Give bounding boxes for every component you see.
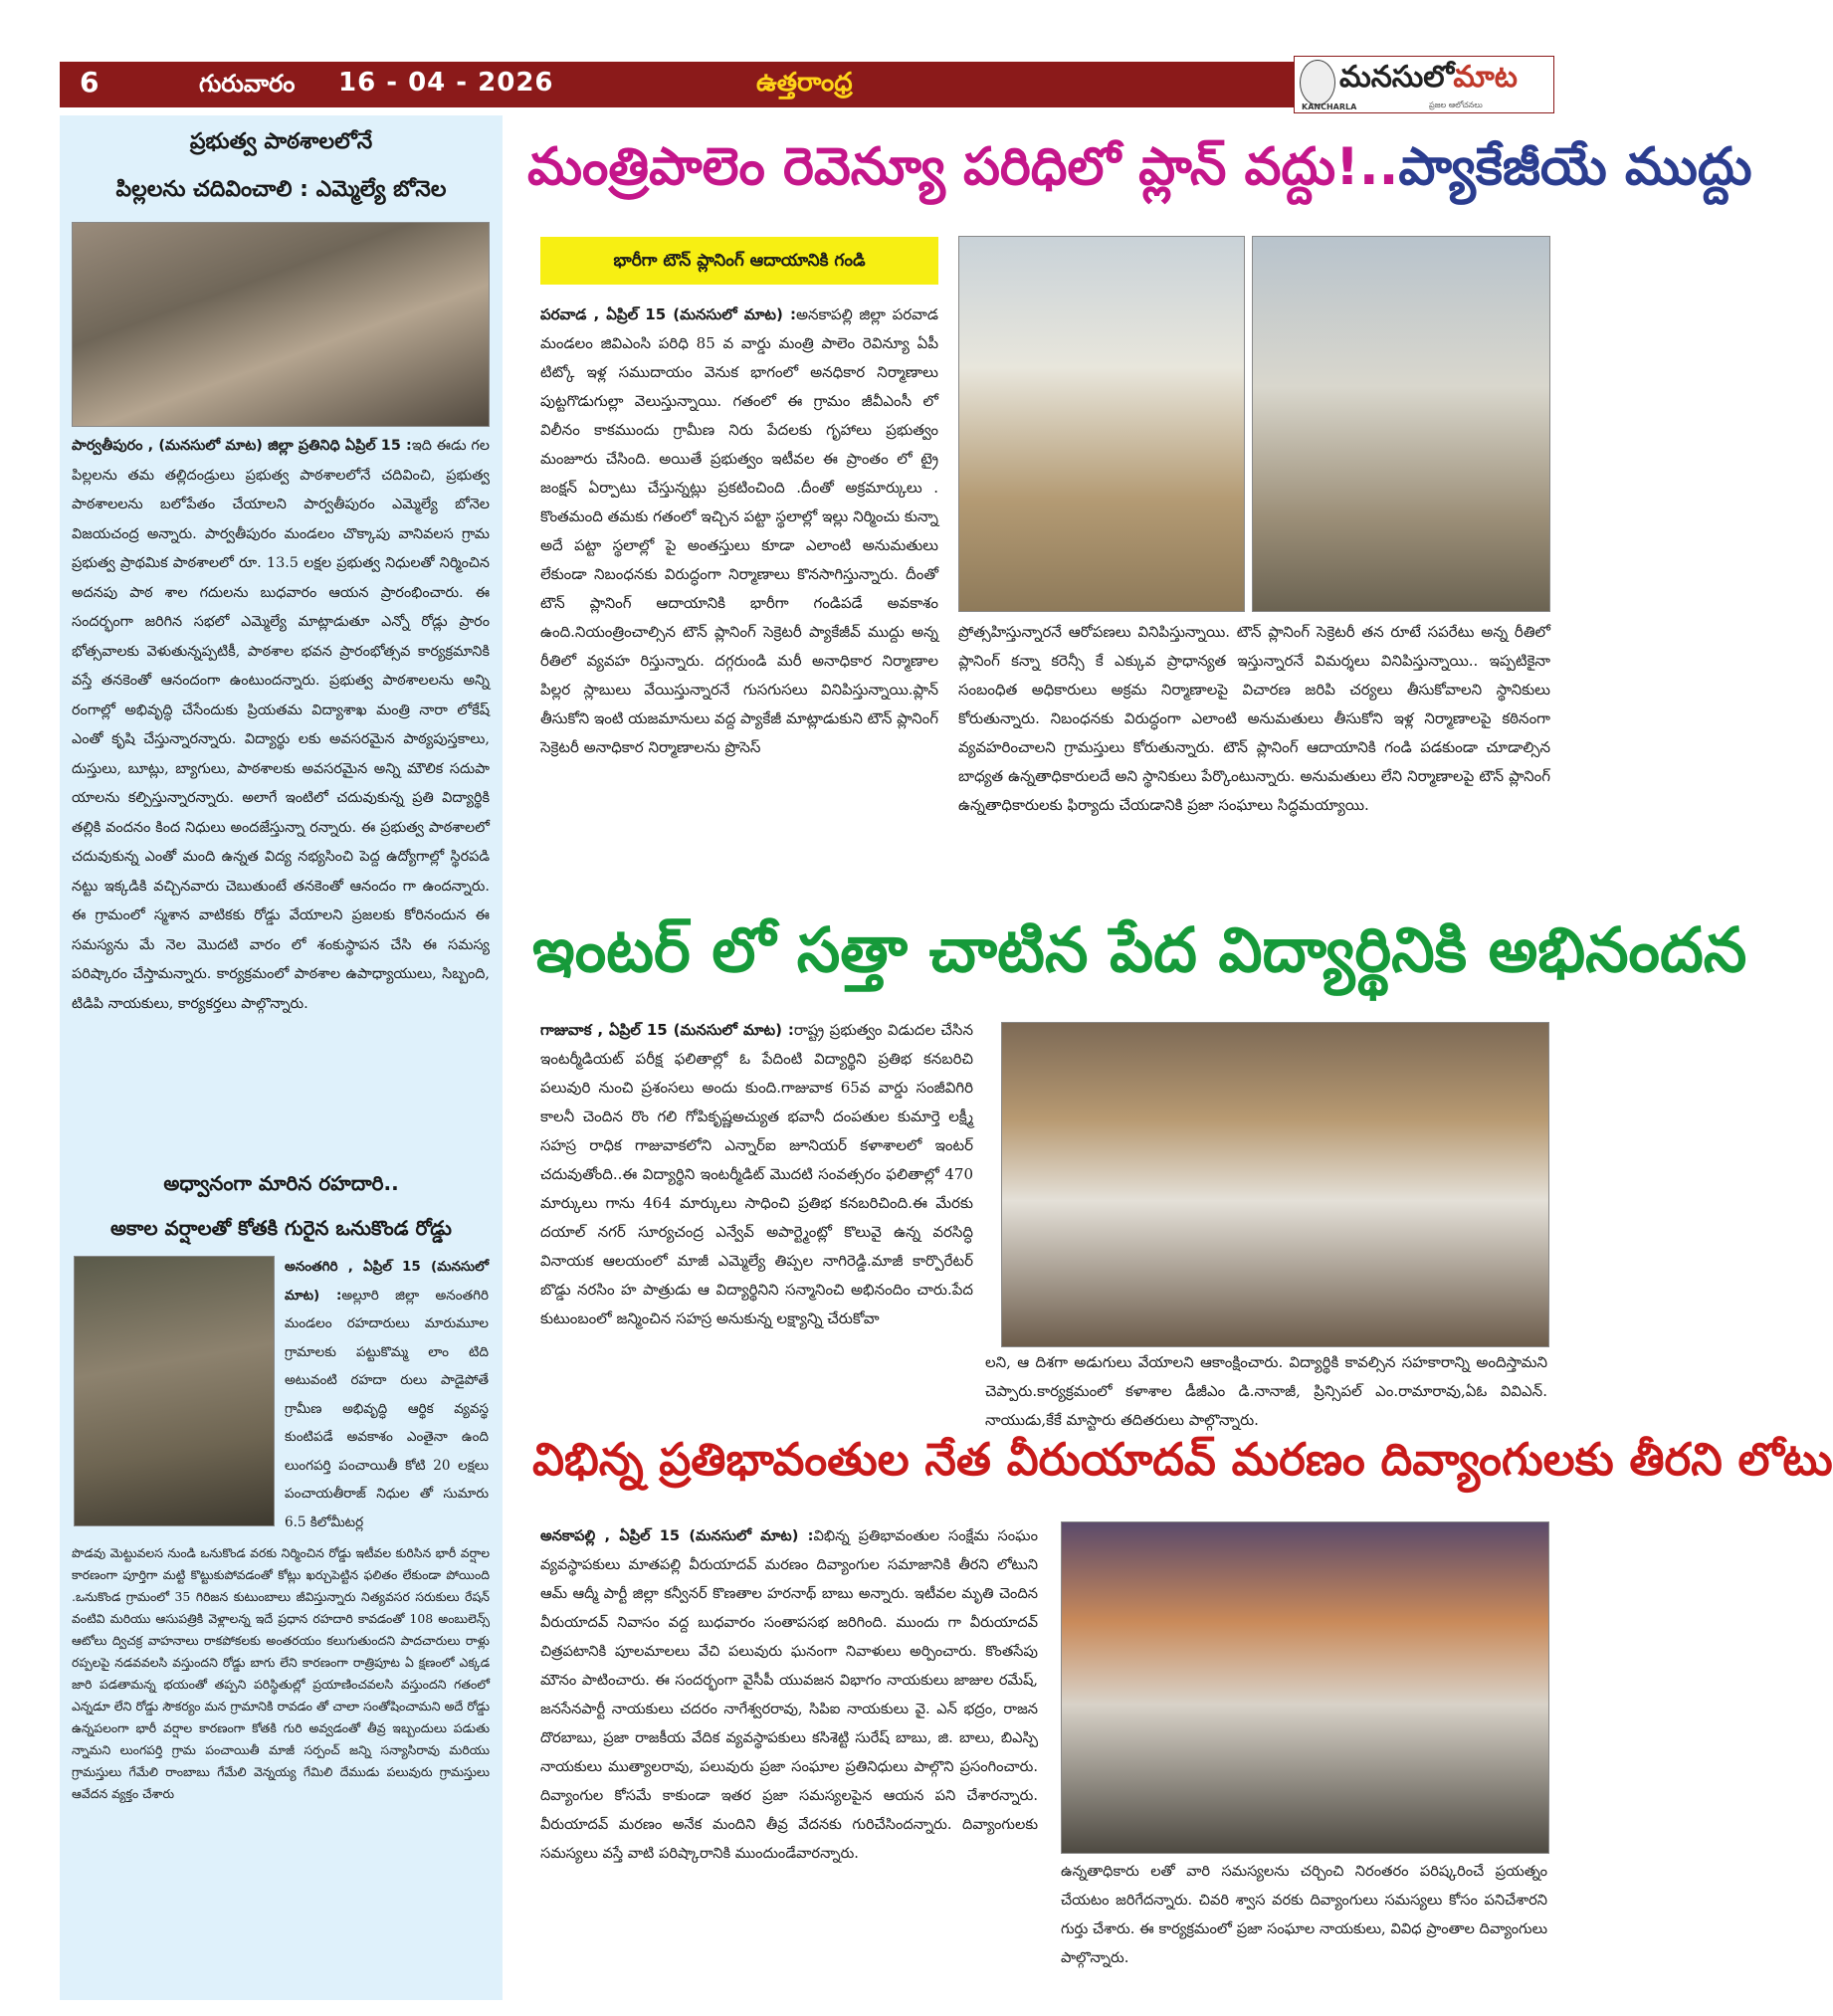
logo-tagline: ప్రజల ఆలోచనలు xyxy=(1429,101,1483,109)
left-story-2-headline-line2: అకాల వర్షాలతో కోతకి గురైన ఒనుకొండ రోడ్డు xyxy=(110,1216,452,1240)
story-1-headline: మంత్రిపాలెం రెవెన్యూ పరిధిలో ప్లాన్ వద్దు!..ప్యాకేజీయే ముద్దు xyxy=(527,137,1752,197)
story-1-body-wide: ప్రోత్సహిస్తున్నారనే ఆరోపణలు వినిపిస్తున్నాయి. టౌన్ ప్లానింగ్ సెక్రెటరీ తన రూటే సపరేటు అన్న రీతిలో ప్లానింగ్ కన్నా కరెన్సీ కే ఎక్కువ ప్రాధాన్యత ఇస్తున్నారనే విమర్శలు వినిపిస్తున్నాయి.. ఇప్పటికైనా సంబంధిత అధికారులు అక్రమ నిర్మాణాలపై విచారణ జరిపి చర్యలు తీసుకోవాలని స్థానికులు కోరుతున్నారు. నిబంధనకు విరుద్ధంగా ఎలాంటి అనుమతులు తీసుకోని ఇళ్ల నిర్మాణాలపై కఠినంగా వ్యవహరించాలని గ్రామస్తులు కోరుతున్నారు. టౌన్ ప్లానింగ్ ఆదాయానికి గండి పడకుండా చూడాల్సిన బాధ్యత ఉన్నతాధికారులదే అని స్థానికులు పేర్కొంటున్నారు. అనుమతులు లేని నిర్మాణాలపై టౌన్ ప్లానింగ్ ఉన్నతాధికారులకు ఫిర్యాదు చేయడానికి ప్రజా సంఘాలు సిద్ధమయ్యాయి. xyxy=(958,623,1550,814)
story-3-body-right: ఉన్నతాధికారు లతో వారి సమస్యలను చర్చించి నిరంతరం పరిష్కరించే ప్రయత్నం చేయటం జరిగేదన్నారు. చివరి శ్వాస వరకు దివ్యాంగులు సమస్యలు కోసం పనిచేశారని గుర్తు చేశారు. ఈ కార్యక్రమంలో ప్రజా సంఘాల నాయకులు, వివిధ ప్రాంతాల దివ్యాంగులు పాల్గొన్నారు. xyxy=(1061,1863,1547,1966)
left-story-1-headline-line2: పిల్లలను చదివించాలి : ఎమ్మెల్యే బోనెల xyxy=(115,177,447,202)
story-3-headline: విభిన్న ప్రతిభావంతుల నేత వీరుయాదవ్ మరణం దివ్యాంగులకు తీరని లోటు xyxy=(532,1433,1833,1486)
left-story-1-headline-line1: ప్రభుత్వ పాఠశాలలోనే xyxy=(189,129,373,154)
damaged-road-photo xyxy=(74,1256,275,1526)
issue-date: 16 - 04 - 2026 xyxy=(338,68,554,98)
left-story-2-headline-line1: అధ్వానంగా మారిన రహదారి.. xyxy=(163,1171,399,1195)
story-2-body-column: గాజువాక , ఏప్రిల్ 15 (మనసులో మాట) :రాష్ట్ర ప్రభుత్వం విడుదల చేసిన ఇంటర్మీడియట్ పరీక్ష ఫలితాల్లో ఓ పేదింటి విద్యార్థిని ప్రతిభ కనబరిచి పలువురి నుంచి ప్రశంసలు అందు కుంది.గాజువాక 65వ వార్డు సంజీవిగిరి కాలనీ చెందిన రొం గలి గోపికృష్ణఅచ్యుత భవానీ దంపతుల కుమార్తె లక్ష్మీ సహస్ర రాధిక గాజువాకలోని ఎన్నార్ఐ జూనియర్ కళాశాలలో ఇంటర్ చదువుతోంది..ఈ విద్యార్థిని ఇంటర్మీడిట్ మొదటి సంవత్సరం ఫలితాల్లో 470 మార్కులు గాను 464 మార్కులు సాధించి ప్రతిభ కనబరిచింది.ఈ మేరకు దయాల్ నగర్ సూర్యచంద్ర ఎన్వేవ్ అపార్ట్మెంట్లో కొలువై ఉన్న వరసిద్ధి వినాయక ఆలయంలో మాజీ ఎమ్మెల్యే తిప్పల నాగిరెడ్డి.మాజీ కార్పొరేటర్ బొడ్డు నరసిం హ పాత్రుడు ఆ విద్యార్థినిని సన్మానించి అభినందిం చారు.పేద కుటుంబంలో జన్మించిన సహస్ర అనుకున్న లక్ష్యాన్ని చేరుకోవా xyxy=(540,1021,973,1327)
left-story-2-body-beside: అనంతగిరి , ఏప్రిల్ 15 (మనసులో మాట) :అల్లూరి జిల్లా అనంతగిరి మండలం రహదారులు మారుమూల గ్రామాలకు పట్టుకొమ్మ లాం టిది అటువంటి రహదా రులు పాడైపోతే గ్రామీణ అభివృద్ధి ఆర్థిక వ్యవస్థ కుంటిపడే అవకాశం ఎంతైనా ఉంది లుంగపర్తి పంచాయితీ కోటి 20 లక్షలు పంచాయతీరాజ్ నిధుల తో సుమారు 6.5 కిలోమీటర్ల xyxy=(285,1259,489,1530)
left-story-2-body-below: పొడవు మెట్టువలస నుండి ఒనుకొండ వరకు నిర్మించిన రోడ్డు ఇటీవల కురిసిన భారీ వర్షాల కారణంగా పూర్తిగా మట్టి కొట్టుకుపోవడంతో కోట్లు ఖర్చుపెట్టిన ఫలితం లేకుండా పోయింది .ఒనుకొండ గ్రామంలో 35 గిరిజన కుటుంబాలు జీవిస్తున్నారు నిత్యవసర సరుకులు రేషన్ వంటివి మరియు ఆసుపత్రికి వెళ్లాలన్న ఇదే ప్రధాన రహదారి కావడంతో 108 అంబులెన్స్ ఆటోలు ద్విచక్ర వాహనాలు రాకపోకలకు అంతరయం కలుగుతుందని పాదచారులు రాళ్లు రప్పలపై నడవవలసి వస్తుందని రోడ్డు బాగు లేని కారణంగా రాత్రిపూట ఏ క్షణంలో ఎక్కడ జారి పడతామన్న భయంతో తప్పని పరిస్థితుల్లో ప్రయాణించవలసి వస్తుందని గతంలో ఎన్నడూ లేని రోడ్డు సౌకర్యం మన గ్రామానికి రావడం తో చాలా సంతోషించామని అదే రోడ్డు ఉన్నపలంగా భారీ వర్షాల కారణంగా కోతకి గురి అవ్వడంతో తీవ్ర ఇబ్బందులు పడుతు న్నామని లుంగపర్తి గ్రామ పంచాయితీ మాజీ సర్పంచ్ జన్ని సన్యాసిరావు మరియు గ్రామస్తులు గేమేలి రాంబాబు గేమేలి వెన్నయ్య గేమిలి దేముడు పలువురు గ్రామస్తులు ఆవేదన వ్యక్తం చేశారు xyxy=(72,1545,490,1801)
logo-portrait-icon xyxy=(1300,60,1335,105)
logo-sub-label: KANCHARLA xyxy=(1302,102,1357,111)
construction-photo-1 xyxy=(958,236,1245,612)
weekday: గురువారం xyxy=(199,70,296,98)
region-label: ఉత్తరాంధ్ర xyxy=(756,68,853,98)
memorial-meeting-photo xyxy=(1061,1521,1549,1854)
story-1-body-column: పరవాడ , ఏప్రిల్ 15 (మనసులో మాట) :అనకాపల్లి జిల్లా పరవాడ మండలం జివిఎంసి పరిధి 85 వ వార్డు మంత్రి పాలెం రెవిన్యూ ఏపీ టిట్కో ఇళ్ల సముదాయం వెనుక భాగంలో అనధికార నిర్మాణాలు పుట్టగొడుగుల్లా వెలుస్తున్నాయి. గతంలో ఈ గ్రామం జీవీఎంసీ లో విలీనం కాకముందు గ్రామీణ నిరు పేదలకు గృహాలు ప్రభుత్వం మంజూరు చేసింది. అయితే ప్రభుత్వం ఇటీవల ఈ ప్రాంతం లో ట్రై జంక్షన్ ఏర్పాటు చేస్తున్నట్లు ప్రకటించింది .దీంతో అక్రమార్కులు . కొంతమంది తమకు గతంలో ఇచ్చిన పట్టా స్థలాల్లో ఇల్లు నిర్మించు కున్నా అదే పట్టా స్థలాల్లో పై అంతస్తులు కూడా ఎలాంటి అనుమతులు లేకుండా నిబంధనకు విరుద్ధంగా నిర్మాణాలు కొనసాగిస్తున్నారు. దీంతో టౌన్ ప్లానింగ్ ఆదాయానికి భారీగా గండిపడే అవకాశం ఉంది.నియంత్రించాల్సిన టౌన్ ప్లానింగ్ సెక్రెటరీ ప్యాకేజీవ్ ముద్దు అన్న రీతిలో వ్యవహ రిస్తున్నారు. దగ్గరుండి మరీ అనాధికార నిర్మాణాల పిల్లర స్లాబులు వేయిస్తున్నారనే గుసగుసలు వినిపిస్తున్నాయి.ప్లాన్ తీసుకోని ఇంటి యజమానులు వద్ద ప్యాకేజీ మాట్లాడుకుని టౌన్ ప్లానింగ్ సెక్రెటరీ అనాధికార నిర్మాణాలను ప్రొసెస్ xyxy=(540,305,938,756)
student-felicitation-photo xyxy=(1001,1022,1549,1347)
construction-photo-2 xyxy=(1252,236,1550,612)
left-story-1-body: పార్వతీపురం , (మనసులో మాట) జిల్లా ప్రతినిధి ఏప్రిల్ 15 :ఇది ఈడు గల పిల్లలను తమ తల్లిదండ్రులు ప్రభుత్వ పాఠశాలలోనే చదివించి, ప్రభుత్వ పాఠశాలలను బలోపేతం చేయాలని పార్వతీపురం ఎమ్మెల్యే బోనెల విజయచంద్ర అన్నారు. పార్వతీపురం మండలం చొక్కాపు వానివలస గ్రామ ప్రభుత్వ ప్రాథమిక పాఠశాలలో రూ. 13.5 లక్షల ప్రభుత్వ నిధులతో నిర్మించిన అదనపు పాఠ శాల గదులను బుధవారం ఆయన ప్రారంభించారు. ఈ సందర్భంగా జరిగిన సభలో ఎమ్మెల్యే మాట్లాడుతూ ఎన్నో రోడ్లు ప్రారం భోత్సవాలకు వెళుతున్నప్పటికీ, పాఠశాల భవన ప్రారంభోత్సవ కార్యక్రమానికి వస్తే తనకెంతో ఆనందంగా ఉంటుందన్నారు. ప్రభుత్వ పాఠశాలలను అన్ని రంగాల్లో అభివృద్ధి చేసేందుకు ప్రియతమ విద్యాశాఖ మంత్రి నారా లోకేష్ ఎంతో కృషి చేస్తున్నారన్నారు. విద్యార్థు లకు అవసరమైన పాఠ్యపుస్తకాలు, దుస్తులు, బూట్లు, బ్యాగులు, పాఠశాలకు అవసరమైన అన్ని మౌలిక సదుపా యాలను కల్పిస్తున్నారన్నారు. అలాగే ఇంటిలో చదువుకున్న ప్రతి విద్యార్థికి తల్లికి వందనం కింద నిధులు అందజేస్తున్నా రన్నారు. ఈ ప్రభుత్వ పాఠశాలలో చదువుకున్న ఎంతో మంది ఉన్నత విద్య నభ్యసించి పెద్ద ఉద్యోగాల్లో స్థిరపడి నట్టు ఇక్కడికి వచ్చినవారు చెబుతుంటే తనకెంతో ఆనందం గా ఉందన్నారు. ఈ గ్రామంలో స్మశాన వాటికకు రోడ్డు వేయాలని ప్రజలకు కోరినందున ఈ సమస్యను మే నెల మొదటి వారం లో శంకుస్థాపన చేసి ఈ సమస్య పరిష్కారం చేస్తామన్నారు. కార్యక్రమంలో పాఠశాల ఉపాధ్యాయులు, సిబ్బంది, టిడిపి నాయకులు, కార్యకర్తలు పాల్గొన్నారు. xyxy=(72,438,490,1012)
mla-meeting-photo xyxy=(72,222,490,427)
logo-title: మనసులోమాట xyxy=(1339,60,1518,95)
story-2-body-wide: లని, ఆ దిశగా అడుగులు వేయాలని ఆకాంక్షించారు. విద్యార్థికి కావల్సిన సహకారాన్ని అందిస్తామని చెప్పారు.కార్యక్రమంలో కళాశాల డీజీఎం డి.నానాజీ, ప్రిన్సిపల్ ఎం.రామారావు,ఏఓ వివిఎన్. నాయుడు,కేకే మాస్టారు తదితరులు పాల్గొన్నారు. xyxy=(985,1353,1547,1429)
story-1-subheadline: భారీగా టౌన్ ప్లానింగ్ ఆదాయానికి గండి xyxy=(540,237,938,285)
story-3-body-column: అనకాపల్లి , ఏప్రిల్ 15 (మనసులో మాట) :విభిన్న ప్రతిభావంతుల సంక్షేమ సంఘం వ్యవస్థాపకులు మాతపల్లి వీరుయాదవ్ మరణం దివ్యాంగుల సమాజానికి తీరని లోటుని ఆమ్ ఆద్మీ పార్టీ జిల్లా కన్వీనర్ కొణతాల హరనాథ్ బాబు అన్నారు. ఇటీవల మృతి చెందిన వీరుయాదవ్ నివాసం వద్ద బుధవారం సంతాపసభ జరిగింది. ముందు గా వీరుయాదవ్ చిత్రపటానికి పూలమాలలు వేచి పలువురు ఘనంగా నివాళులు అర్పించారు. కొంతసేపు మౌనం పాటించారు. ఈ సందర్భంగా వైసీపీ యువజన విభాగం నాయకులు జాజుల రమేష్, జనసేనపార్టీ నాయకులు చదరం నాగేశ్వరరావు, సిపిఐ నాయకులు వై. ఎన్ భద్రం, రాజన దొరబాబు, ప్రజా రాజకీయ వేదిక వ్యవస్థాపకులు కసిశెట్టి సురేష్ బాబు, జి. బాలు, బిఎస్పి నాయకులు ముత్యాలరావు, పలువురు ప్రజా సంఘాల ప్రతినిధులు పాల్గొని ప్రసంగించారు. దివ్యాంగుల కోసమే కాకుండా ఇతర ప్రజా సమస్యలపైన ఆయన పని చేశారన్నారు. వీరుయాదవ్ మరణం అనేక మందిని తీవ్ర వేదనకు గురిచేసిందన్నారు. దివ్యాంగులకు సమస్యలు వస్తే వాటి పరిష్కారానికి ముందుండేవారన్నారు. xyxy=(540,1527,1038,1862)
story-2-headline: ఇంటర్ లో సత్తా చాటిన పేద విద్యార్థినికి అభినందన xyxy=(532,913,1747,986)
page-number: 6 xyxy=(80,66,100,99)
